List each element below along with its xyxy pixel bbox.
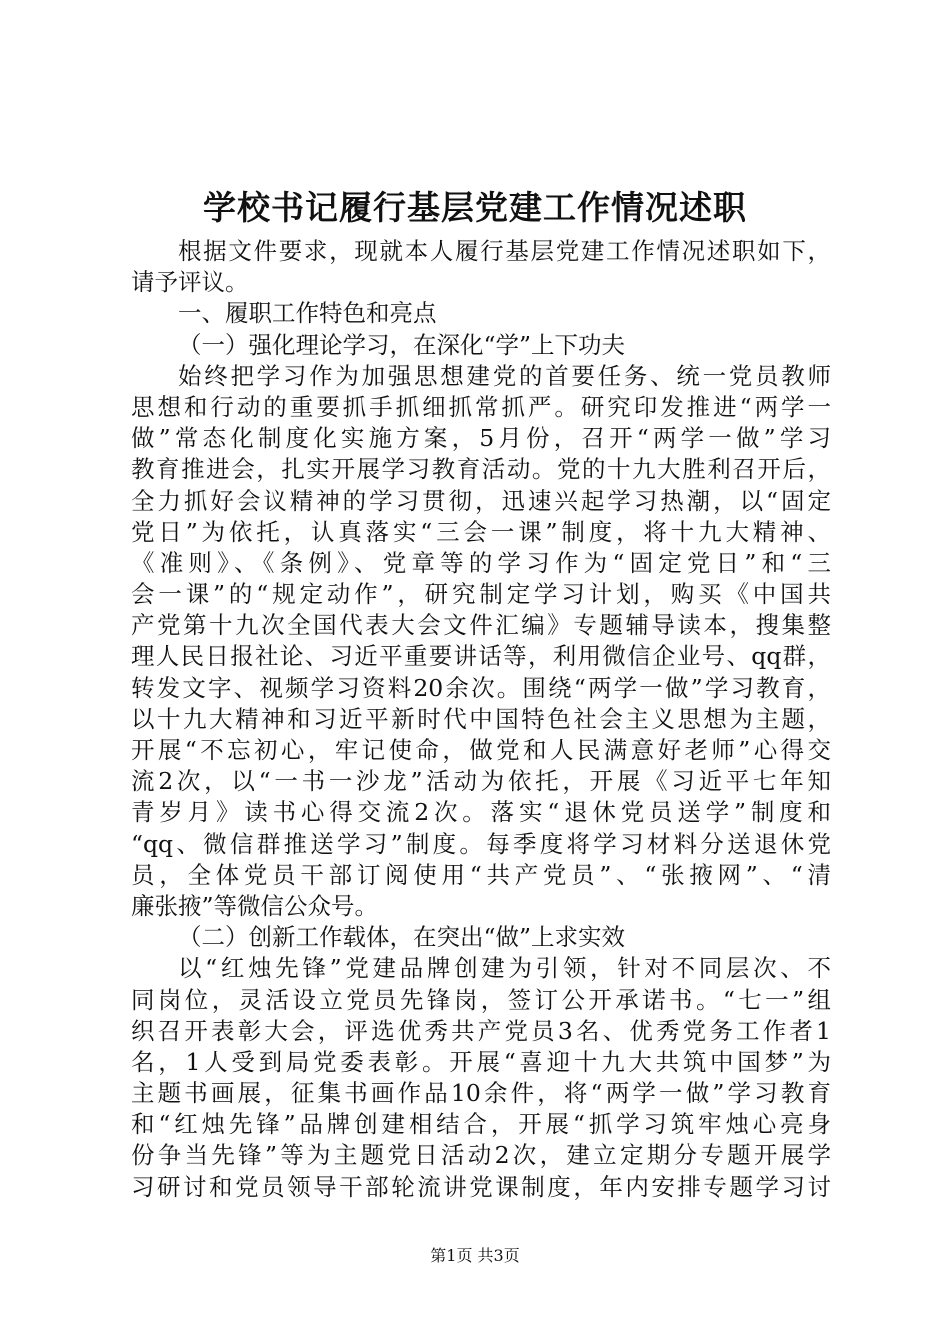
paragraph-line: 以“红烛先锋”党建品牌创建为引领，针对不同层次、不 (178, 954, 831, 983)
paragraph-line: 份争当先锋”等为主题党日活动2次，建立定期分专题开展学 (131, 1141, 831, 1170)
subsection-heading: （一）强化理论学习，在深化“学”上下功夫 (178, 330, 626, 359)
paragraph-line: 开展“不忘初心，牢记使命，做党和人民满意好老师”心得交 (131, 736, 831, 764)
paragraph-line: 织召开表彰大会，评选优秀共产党员3名、优秀党务工作者1 (131, 1016, 831, 1045)
section-heading: 一、履职工作特色和亮点 (178, 299, 437, 328)
paragraph-line: 习研讨和党员领导干部轮流讲党课制度，年内安排专题学习讨 (131, 1172, 831, 1201)
paragraph-line: 产党第十九次全国代表大会文件汇编》专题辅导读本，搜集整 (131, 611, 831, 640)
paragraph-line: 思想和行动的重要抓手抓细抓常抓严。研究印发推进“两学一 (131, 392, 831, 421)
paragraph-line: 流2次，以“一书一沙龙”活动为依托，开展《习近平七年知 (131, 767, 831, 796)
paragraph-line: 全力抓好会议精神的学习贯彻，迅速兴起学习热潮，以“固定 (131, 486, 831, 515)
paragraph-line: 同岗位，灵活设立党员先锋岗，签订公开承诺书。“七一”组 (131, 985, 831, 1014)
paragraph-line: 青岁月》读书心得交流2次。落实“退休党员送学”制度和 (131, 798, 831, 827)
paragraph-line: 转发文字、视频学习资料20余次。围绕“两学一做”学习教育， (131, 673, 831, 702)
subsection-heading: （二）创新工作载体，在突出“做”上求实效 (178, 923, 626, 952)
document-body (131, 236, 831, 1203)
paragraph-line: 始终把学习作为加强思想建党的首要任务、统一党员教师 (178, 361, 831, 390)
paragraph-line: 理人民日报社论、习近平重要讲话等，利用微信企业号、qq群， (131, 642, 831, 671)
paragraph-line: 主题书画展，征集书画作品10余件，将“两学一做”学习教育 (131, 1079, 831, 1108)
document-title: 学校书记履行基层党建工作情况述职 (203, 188, 747, 227)
paragraph-line: 以十九大精神和习近平新时代中国特色社会主义思想为主题， (131, 704, 831, 733)
paragraph-line: 根据文件要求，现就本人履行基层党建工作情况述职如下， (178, 237, 831, 265)
paragraph-line: 名，1人受到局党委表彰。开展“喜迎十九大共筑中国梦”为 (131, 1047, 831, 1076)
paragraph-line: 党日”为依托，认真落实“三会一课”制度，将十九大精神、 (131, 517, 831, 546)
paragraph-line: 和“红烛先锋”品牌创建相结合，开展“抓学习筑牢烛心亮身 (131, 1110, 831, 1139)
paragraph-line: 做”常态化制度化实施方案，5月份，召开“两学一做”学习 (131, 424, 831, 453)
page-footer: 第1页 共3页 (430, 1246, 520, 1265)
paragraph-line: 请予评议。 (131, 268, 249, 297)
paragraph-line: 廉张掖”等微信公众号。 (131, 891, 379, 920)
paragraph-line: 教育推进会，扎实开展学习教育活动。党的十九大胜利召开后， (131, 455, 831, 484)
paragraph-line: 《准则》、《条例》、党章等的学习作为“固定党日”和“三 (131, 548, 831, 577)
paragraph-line: 员，全体党员干部订阅使用“共产党员”、“张掖网”、“清 (131, 860, 831, 889)
paragraph-line: “qq、微信群推送学习”制度。每季度将学习材料分送退休党 (131, 829, 831, 858)
paragraph-line: 会一课”的“规定动作”，研究制定学习计划，购买《中国共 (131, 580, 831, 609)
